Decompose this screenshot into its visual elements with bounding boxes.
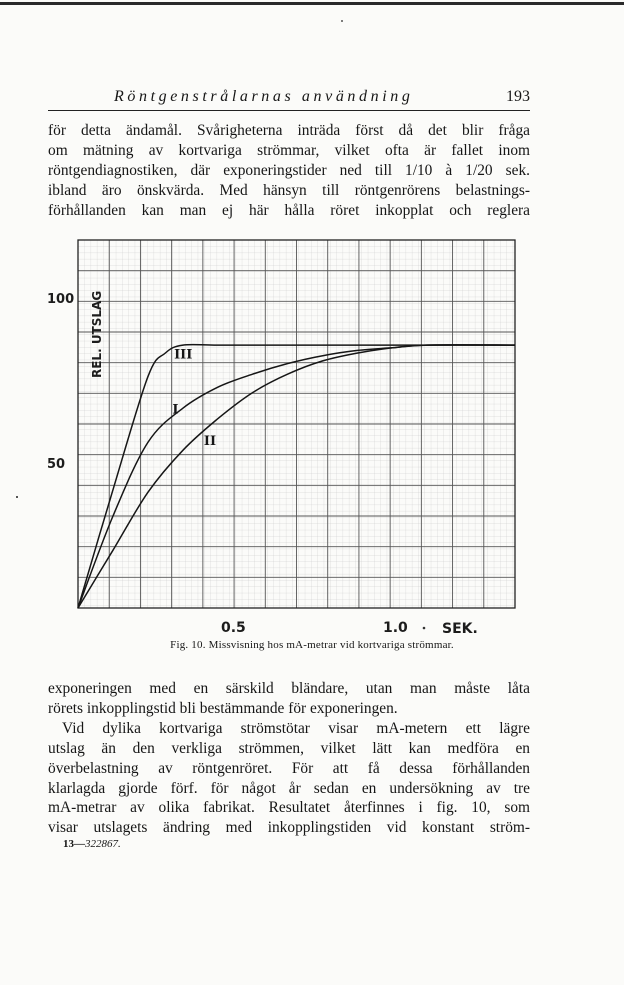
signature-number: 322867.: [85, 838, 121, 850]
page-number: 193: [506, 88, 530, 105]
text-line: utslag än den verkliga strömmen, vilket lätt kan medföra en: [48, 739, 530, 757]
text-line: röntgendiagnostiken, där exponeringstider ned till 1/10 à 1/20 sek.: [48, 161, 530, 179]
caption-label: Fig. 10.: [170, 639, 206, 651]
figure-caption: [0, 639, 624, 651]
x-tick-label: 0.5: [221, 620, 246, 636]
text-line: Vid dylika kortvariga strömstötar visar mA-metern ett lägre: [62, 719, 530, 737]
paragraph-bottom: [48, 679, 530, 838]
running-title: Röntgenstrålarnas användning: [114, 88, 414, 105]
scan-speck: [423, 627, 426, 630]
x-tick-label: 1.0: [383, 620, 408, 636]
y-tick-label: 50: [47, 457, 66, 472]
signature-prefix: 13—: [63, 838, 85, 850]
text-line: rörets inkopplingstid bli bestämmande för exponeringen.: [48, 699, 398, 717]
text-line: visar utslagets ändring med inkopplingstiden vid konstant ström-: [48, 819, 530, 837]
text-line: mA-metrar av olika fabrikat. Resultatet återfinnes i fig. 10, som: [48, 799, 530, 817]
x-axis-label: SEK.: [442, 621, 478, 637]
text-line: om mätning av kortvariga strömmar, vilket ofta är fallet inom: [48, 141, 530, 159]
text-line: förhållanden kan man ej här hålla röret inkopplat och reglera: [48, 201, 530, 219]
y-tick-label: 100: [47, 292, 75, 307]
printer-signature: [63, 838, 121, 850]
text-line: överbelastning av röntgenröret. För att få dessa förhållanden: [48, 759, 530, 777]
text-line: klarlagda gjorde förf. för något år sedan en undersökning av tre: [48, 779, 530, 797]
curve-label-I: I: [172, 402, 179, 418]
y-axis-label: REL. UTSLAG: [90, 290, 104, 378]
caption-text: Missvisning hos mA-metrar vid kortvariga strömmar.: [208, 639, 454, 651]
curve-label-II: II: [203, 434, 217, 449]
text-line: ibland äro önskvärda. Med hänsyn till röntgenrörens belastnings-: [48, 181, 530, 199]
curve-label-III: III: [174, 347, 193, 363]
text-line: exponeringen med en särskild bländare, utan man måste låta: [48, 680, 530, 697]
text-line: för detta ändamål. Svårigheterna inträda först då det blir fråga: [48, 122, 530, 139]
